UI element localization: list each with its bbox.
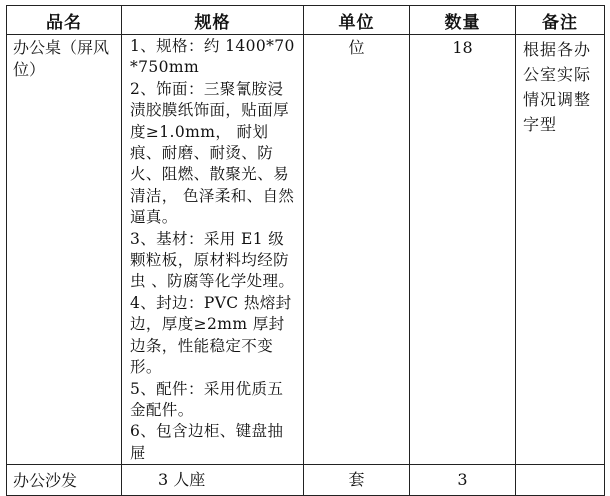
cell-unit: 套 [304,465,410,496]
header-note: 备注 [516,6,605,35]
cell-qty: 18 [410,35,516,465]
header-qty: 数量 [410,6,516,35]
header-row [7,6,605,35]
table-row [7,465,605,496]
header-unit: 单位 [304,6,410,35]
cell-name: 办公沙发 [7,465,122,496]
cell-spec: 3 人座 [122,465,304,496]
cell-note: 根据各办公室实际情况调整字型 [516,35,605,465]
header-spec: 规格 [122,6,304,35]
spec-table [6,5,605,496]
cell-note [516,465,605,496]
header-name: 品名 [7,6,122,35]
cell-unit: 位 [304,35,410,465]
cell-spec: 1、规格：约 1400*70*750mm 2、饰面：三聚氰胺浸渍胶膜纸饰面，贴面厚度≥1.0mm， 耐划痕、耐磨、耐烫、防火、阻燃、散聚光、易清洁， 色泽柔和、自然逼真。 3、基材：采用 E1 级颗粒板，原材料均经防虫 、防腐等化学处理。 4、封边：PVC 热熔封边，厚度≥2mm 厚封边条，性能稳定不变形。 5、配件：采用优质五金配件。 6、包含边柜、键盘抽屉 [122,35,304,465]
cell-qty: 3 [410,465,516,496]
cell-name: 办公桌（屏风位） [7,35,122,465]
table-row [7,35,605,465]
